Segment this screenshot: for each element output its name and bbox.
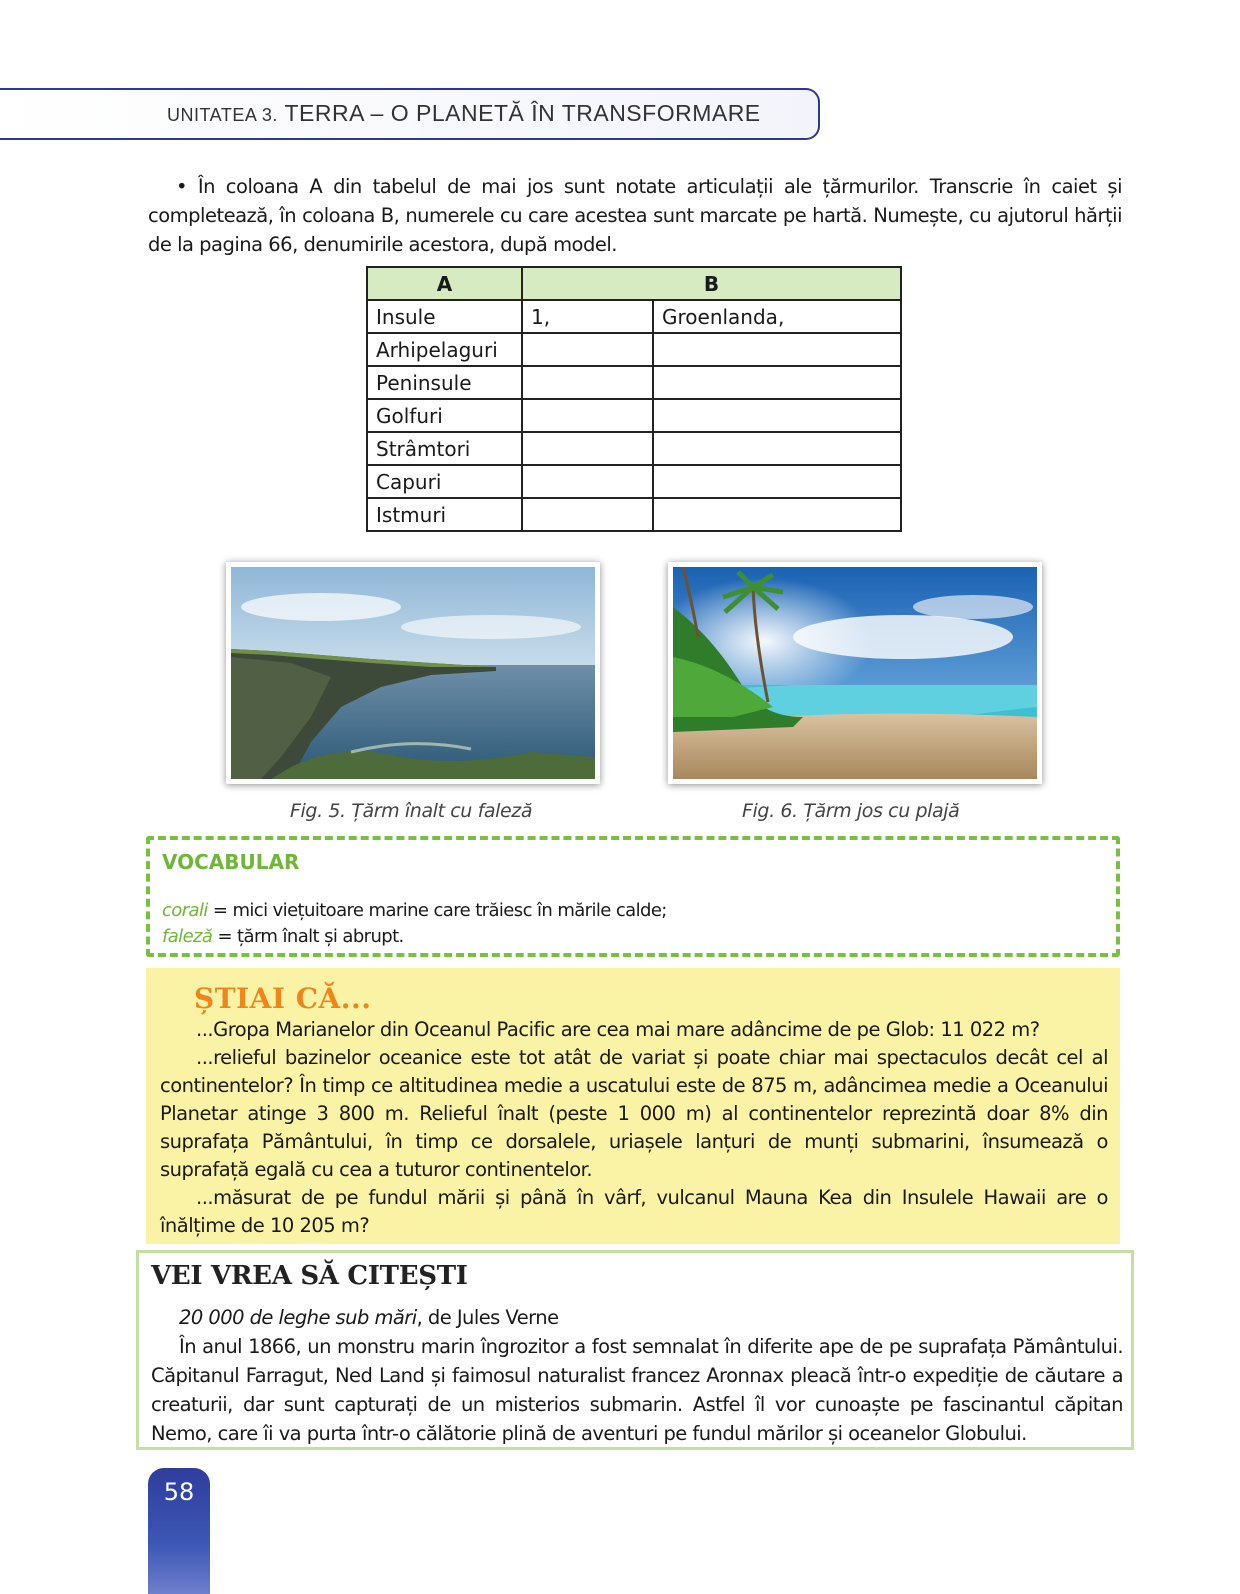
vocabulary-term: corali [162,900,208,921]
cliff-coast-photo [226,562,600,784]
row-name-cell [653,366,901,399]
table-row [367,300,901,333]
did-you-know-box [146,968,1120,1244]
row-label: Strâmtori [367,432,522,465]
row-name-cell [653,498,901,531]
unit-label: UNITATEA 3. [167,105,278,125]
vocabulary-definition: = mici viețuitoare marine care trăiesc în mările calde; [207,900,667,921]
vocabulary-definition: = țărm înalt și abrupt. [212,926,404,947]
row-name-cell [653,432,901,465]
table-row [367,432,901,465]
row-number-cell [522,333,653,366]
vocabulary-title: VOCABULAR [162,850,300,874]
table-row [367,366,901,399]
reading-suggestion-text [151,1303,1123,1448]
beach-coast-photo [668,562,1042,784]
did-you-know-paragraph: ...măsurat de pe fundul mării și până în vârf, vulcanul Mauna Kea din Insulele Hawaii are o înălțime de 10 205 m? [160,1186,1108,1237]
row-label: Istmuri [367,498,522,531]
book-reference [151,1303,1123,1332]
book-summary: În anul 1866, un monstru marin îngrozitor a fost semnalat în diferite ape de pe suprafața Pământului. Căpitanul Farragut, Ned Land și faimosul naturalist francez Aronnax pleacă într-o expediție de căutare a creaturii, dar sunt capturați de un misterios submarin. Astfel îl vor cunoaște pe fascinantul căpitan Nemo, care îi va purta într-o călătorie plină de aventuri pe fundul mărilor și oceanelor Globului. [151,1335,1123,1445]
instruction-paragraph [148,172,1122,259]
row-number-cell: 1, [522,300,653,333]
table-row [367,333,901,366]
row-label: Capuri [367,465,522,498]
table-row [367,399,901,432]
reading-suggestion-box [136,1250,1134,1450]
row-label: Insule [367,300,522,333]
row-number-cell [522,465,653,498]
instruction-text: În coloana A din tabelul de mai jos sunt notate articulații ale țărmurilor. Transcrie în caiet și completează, în coloana B, numerele cu care acestea sunt marcate pe hartă. Numește, cu ajutorul hărții de la pagina 66, denumirile acestora, după model. [148,175,1123,256]
book-title: 20 000 de leghe sub mări [179,1306,417,1329]
fig6-caption: Fig. 6. Țărm jos cu plajă [742,800,960,822]
row-number-cell [522,432,653,465]
row-name-cell [653,399,901,432]
row-label: Arhipelaguri [367,333,522,366]
page-number-tab [148,1468,210,1594]
did-you-know-paragraph: ...relieful bazinelor oceanice este tot atât de variat și poate chiar mai spectaculos decât cel al continentelor? În timp ce altitudinea medie a uscatului este de 875 m, adâncimea medie a Oceanului Planetar atinge 3 800 m. Relieful înalt (peste 1 000 m) al continentelor reprezintă doar 8% din suprafața Pământului, în timp ce dorsalele, uriașele lanțuri de munți submarini, însumează o suprafață egală cu cea a tuturor continentelor. [160,1046,1108,1181]
row-name-cell: Groenlanda, [653,300,901,333]
table-row [367,465,901,498]
row-number-cell [522,366,653,399]
bullet-icon: • [176,175,188,198]
row-label: Peninsule [367,366,522,399]
unit-header-title [167,100,761,127]
table-row [367,498,901,531]
vocabulary-box [146,836,1120,957]
fig5-caption: Fig. 5. Țărm înalt cu faleză [290,800,533,822]
row-label: Golfuri [367,399,522,432]
did-you-know-title: ȘTIAI CĂ... [194,982,372,1015]
did-you-know-paragraph: ...Gropa Marianelor din Oceanul Pacific are cea mai mare adâncime de pe Glob: 11 022 m? [196,1018,1040,1041]
coast-articulations-table [366,266,902,532]
row-name-cell [653,465,901,498]
page-number: 58 [163,1478,195,1506]
row-name-cell [653,333,901,366]
column-a-header: A [367,267,522,300]
unit-title: TERRA – O PLANETĂ ÎN TRANSFORMARE [284,100,761,126]
column-b-header: B [522,267,901,300]
reading-suggestion-title: VEI VREA SĂ CITEȘTI [151,1261,468,1291]
vocabulary-entry [162,900,667,921]
row-number-cell [522,498,653,531]
book-author: , de Jules Verne [416,1306,559,1329]
vocabulary-entry [162,926,404,947]
did-you-know-text [160,1016,1108,1240]
vocabulary-term: faleză [162,926,213,947]
table-header-row [367,267,901,300]
row-number-cell [522,399,653,432]
